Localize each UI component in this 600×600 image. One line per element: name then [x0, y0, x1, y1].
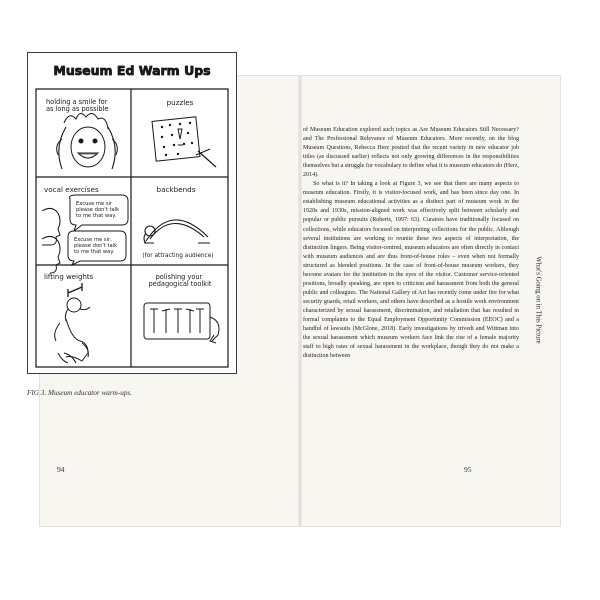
- figure-caption: FIG 3. Museum educator warm-ups.: [27, 389, 133, 397]
- speech-bubble-2: [68, 231, 126, 265]
- smiling-face-icon: [57, 113, 118, 169]
- backbend-figure-icon: [144, 220, 210, 243]
- toolkit-roll-icon: [144, 303, 219, 343]
- puzzle-board-icon: [152, 117, 216, 167]
- svg-text:Excuse me sir, please: Excuse me sir, please don't talk to me that way.: [74, 237, 118, 255]
- panel-label-toolkit: polishing your pedagogical toolkit: [148, 273, 212, 288]
- panel-label-vocal: vocal exercises: [44, 185, 99, 194]
- panel-label-backbends: backbends: [156, 185, 196, 194]
- panel-label-lifting: lifting weights: [44, 273, 94, 281]
- head-profile-icon: [42, 208, 60, 273]
- gutter: [298, 76, 302, 526]
- body-text: [303, 126, 519, 361]
- panel-grid: [36, 89, 228, 367]
- speech-bubble-1: [70, 195, 128, 231]
- figure-title: Museum Ed Warm Ups: [53, 63, 211, 78]
- page-number-left: 94: [57, 465, 65, 474]
- paragraph-1: of Museum Education explored such topics as Are Museum Educators Still Necessary? and The Professional Relevance of Museum Educators. More recently, on the blog Museum Questions, Rebecca Herz posited that the recent variety in new educator job titles (as discussed earlier) reflects not only growing differences in the responsibilities themselves but a struggle for vocabulary to define what it is museum educators do (Herz, 2014).: [303, 127, 519, 179]
- panel-label-smile: holding a smile for as long as possible: [46, 98, 109, 113]
- paragraph-2: So what is it? In taking a look at Figure 3, we see that there are many aspects to museum education. Firstly, it is visitor-focused work, and has been since day one. In establishing museum educational activities as a distinct part of museum work in the 1920s and 1930s, mission-aligned work was effectively split between scholarly and popular or public pursuits (Roberts, 1997: 63). Curators have traditionally focused on collections, while educators focused on interpreting collections for the public. Although several institutions are working to reunite these two aspects of interpretation, the distinction lingers. Being visitor-centred, museum educators are often directly in contact with museum audiences and are thus front-of-house roles – even when not formally structured as blended positions. In the case of front-of-house museum workers, they become avatars for the institution in the eyes of the visitor. Customer service-oriented positions, broadly speaking, are open to criticism and harassment from both the general public and colleagues. The National Gallery of Art has recently come under fire for what security guards, retail workers, and others have described as a hostile work environment characterized by sexual harassment, discrimination, and retaliation that has resulted in formal complaints to the Equal Employment Opportunity Commission (EEOC) and a handful of lawsuits (McGlone, 2018). Early investigations by trivedi and Wittman into the sexual harassment which museum workers face link the rise of a female majority staff to high rates of sexual harassment in the workplace, though they do not make a distinction between: [303, 181, 519, 360]
- page-number-right: 95: [464, 465, 472, 474]
- comic-illustration: [28, 53, 236, 373]
- panel-label-puzzles: puzzles: [166, 98, 194, 107]
- panel-note-backbends: (for attracting audience): [142, 253, 214, 259]
- svg-text:Excuse me sir please d: Excuse me sir please don't talk to me that way.: [76, 201, 120, 219]
- figure-museum-ed-warm-ups: [27, 52, 237, 374]
- weightlifter-icon: [55, 283, 90, 363]
- running-head: What's Going on in This Picture: [534, 256, 542, 344]
